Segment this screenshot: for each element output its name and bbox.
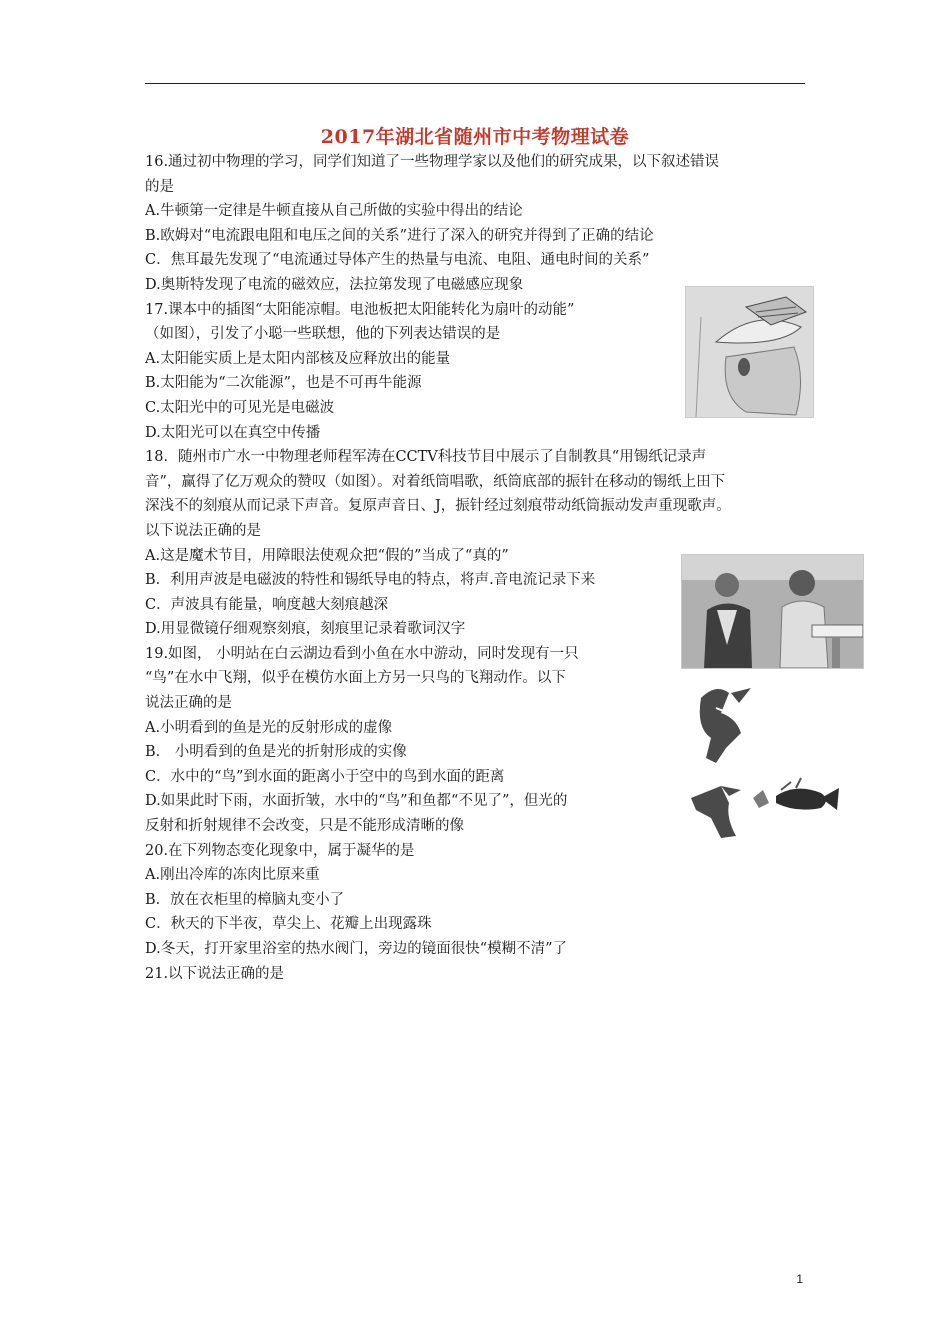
solar-hat-photo [685,286,814,418]
text-line: D.太阳光可以在真空中传播 [145,424,321,441]
text-line: C．水中的“鸟”到水面的距离小于空中的鸟到水面的距离 [145,768,505,785]
text-line: A.刚出冷库的冻肉比原来重 [145,867,320,884]
text-line: C．焦耳最先发现了“电流通过导体产生的热量与电流、电阻、通电时间的关系” [145,252,650,269]
text-line: 深浅不的刻痕从而记录下声音。复原声音日、J，振针经过刻痕带动纸筒振动发声重现歌声。 [145,498,731,515]
teacher-demo-photo [681,554,864,669]
text-line: 17.课本中的插图“太阳能凉帽。电池板把太阳能转化为扇叶的动能” [145,301,575,318]
text-line: A.小明看到的鱼是光的反射形成的虚像 [145,719,393,736]
text-line: 的是 [145,178,174,195]
text-line: A.太阳能实质上是太阳内部核及应释放出的能量 [145,350,451,367]
text-line: 反射和折射规律不会改变，只是不能形成清晰的像 [145,818,464,835]
bird-and-fish-drawing [681,678,841,843]
text-line: （如图），引发了小聪一些联想，他的下列表达错误的是 [145,326,501,343]
text-line: B．放在衣柜里的樟脑丸变小了 [145,891,345,908]
text-line: 19.如图， 小明站在白云湖边看到小鱼在水中游动，同时发现有一只 [145,645,579,662]
text-line: A.牛顿第一定律是牛顿直接从自己所做的实验中得出的结论 [145,203,523,220]
text-line: A.这是魔术节目，用障眼法使观众把“假的”当成了“真的” [145,547,509,564]
text-line: B．利用声波是电磁波的特性和锡纸导电的特点，将声.音电流记录下来 [145,572,596,589]
page-title: 2017年湖北省随州市中考物理试卷 [320,126,630,148]
text-line: 以下说法正确的是 [145,522,261,539]
text-line: 18．随州市广水一中物理老师程军涛在CCTV科技节目中展示了自制教具“用锡纸记录声 [145,449,707,466]
text-line: D.如果此时下雨，水面折皱，水中的“鸟”和鱼都“不见了”，但光的 [145,793,568,810]
text-line: D.冬天，打开家里浴室的热水阀门，旁边的镜面很快“模糊不清”了 [145,941,568,957]
text-line: B． 小明看到的鱼是光的折射形成的实像 [145,744,407,761]
text-line: D.奥斯特发现了电流的磁效应，法拉第发现了电磁感应现象 [145,276,524,293]
text-line: 16.通过初中物理的学习，同学们知道了一些物理学家以及他们的研究成果，以下叙述错误 [145,154,720,170]
text-line: “鸟”在水中飞翔，似乎在模仿水面上方另一只鸟的飞翔动作。以下 [145,670,566,687]
text-line: 音”，赢得了亿万观众的赞叹（如图）。对着纸筒唱歌，纸筒底部的振针在移动的锡纸上田下 [145,473,726,490]
header-rule [145,83,805,84]
text-line: B.欧姆对“电流跟电阻和电压之间的关系”进行了深入的研究并得到了正确的结论 [145,227,654,244]
text-line: 21.以下说法正确的是 [145,965,285,982]
text-line: C．声波具有能量，响度越大刻痕越深 [145,596,389,613]
text-line: 20.在下列物态变化现象中，属于凝华的是 [145,842,415,859]
page-number: 1 [796,1272,803,1286]
text-line: B.太阳能为“二次能源”，也是不可再牛能源 [145,375,422,392]
text-line: 说法正确的是 [145,695,232,712]
text-line: C.太阳光中的可见光是电磁波 [145,399,335,416]
text-line: D.用显微镜仔细观察刻痕，刻痕里记录着歌词汉字 [145,621,466,638]
text-line: C．秋天的下半夜，草尖上、花瓣上出现露珠 [145,916,432,933]
